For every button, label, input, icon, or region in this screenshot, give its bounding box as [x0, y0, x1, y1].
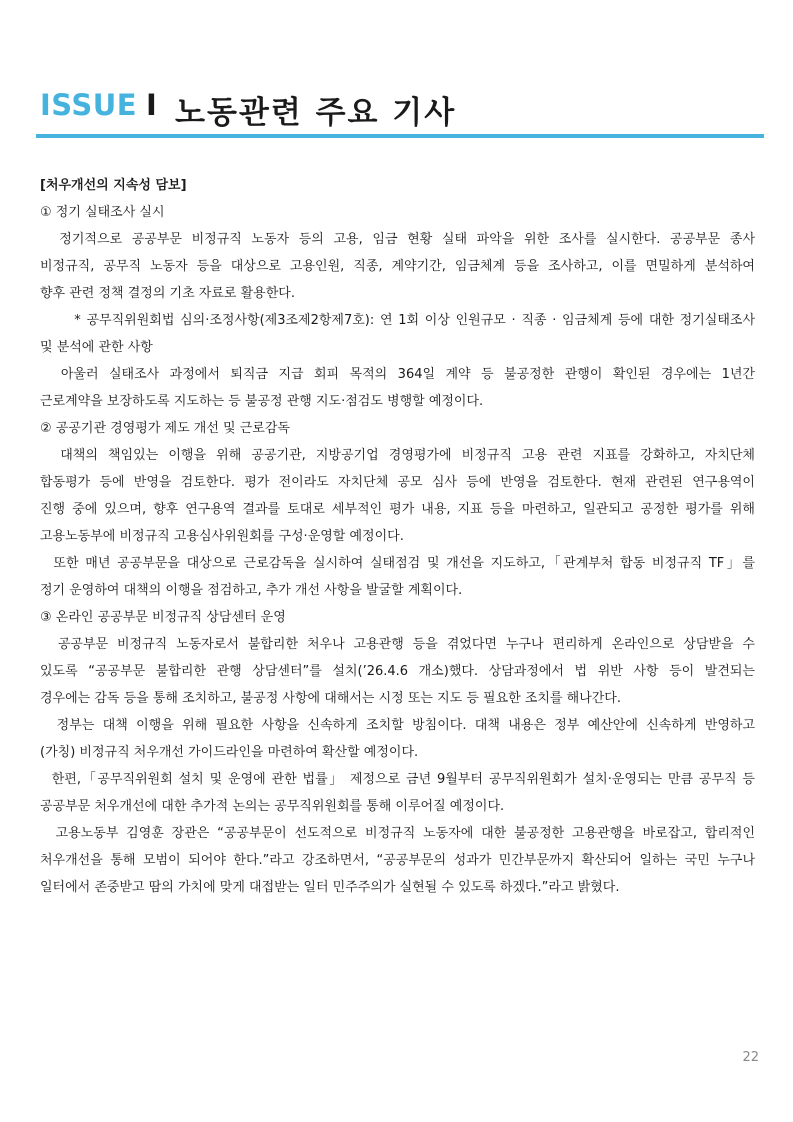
- text-line: 향후 관련 정책 결정의 기초 자료로 활용한다.: [40, 286, 295, 301]
- text-line: 처우개선을 통해 모범이 되어야 한다.”라고 강조하면서, “공공부문의 성과가 민간부문까지 확산되어 일하는 국민 누구나: [40, 853, 755, 868]
- text-line: 공공부문 처우개선에 대한 추가적 논의는 공무직위원회를 통해 이루어질 예정이다.: [40, 799, 505, 814]
- text-line: 비정규직, 공무직 노동자 등을 대상으로 고용인원, 직종, 계약기간, 임금체계 등을 조사하고, 이를 면밀하게 분석하여: [40, 259, 755, 274]
- text-line: (가칭) 비정규직 처우개선 가이드라인을 마련하여 확산할 예정이다.: [40, 745, 419, 760]
- text-line: [처우개선의 지속성 담보]: [40, 178, 187, 193]
- text-line: 진행 중에 있으며, 향후 연구용역 결과를 토대로 세부적인 평가 내용, 지표 등을 마련하고, 일관되고 공정한 평가를 위해: [40, 502, 755, 517]
- text-line: 있도록 “공공부문 불합리한 관행 상담센터”를 설치(’26.4.6 개소)했다. 상담과정에서 법 위반 사항 등이 발견되는: [40, 664, 755, 679]
- text-line: 정기적으로 공공부문 비정규직 노동자 등의 고용, 임금 현황 실태 파악을 위한 조사를 실시한다. 공공부문 종사: [40, 232, 755, 247]
- header-separator: I: [146, 88, 157, 122]
- text-line: 공공부문 비정규직 노동자로서 불합리한 처우나 고용관행 등을 겪었다면 누구나 편리하게 온라인으로 상담받을 수: [40, 637, 755, 652]
- text-line: 정부는 대책 이행을 위해 필요한 사항을 신속하게 조치할 방침이다. 대책 내용은 정부 예산안에 신속하게 반영하고: [40, 718, 755, 733]
- text-line: ② 공공기관 경영평가 제도 개선 및 근로감독: [40, 421, 290, 436]
- text-line: * 공무직위원회법 심의·조정사항(제3조제2항제7호): 연 1회 이상 인원규모 · 직종 · 임금체계 등에 대한 정기실태조사: [40, 313, 755, 328]
- text-line: ① 정기 실태조사 실시: [40, 205, 165, 220]
- text-line: 아울러 실태조사 과정에서 퇴직금 지급 회피 목적의 364일 계약 등 불공정한 관행이 확인된 경우에는 1년간: [40, 367, 755, 382]
- text-line: 고용노동부 김영훈 장관은 “공공부문이 선도적으로 비정규직 노동자에 대한 불공정한 고용관행을 바로잡고, 합리적인: [40, 826, 755, 841]
- text-line: 합동평가 등에 반영을 검토한다. 평가 전이라도 자치단체 공모 심사 등에 반영을 검토한다. 현재 관련된 연구용역이: [40, 475, 755, 490]
- text-line: 근로계약을 보장하도록 지도하는 등 불공정 관행 지도·점검도 병행할 예정이다.: [40, 394, 484, 409]
- text-line: 한편,「공무직위원회 설치 및 운영에 관한 법률」 제정으로 금년 9월부터 공무직위원회가 설치·운영되는 만큼 공무직 등: [40, 772, 755, 787]
- text-line: 고용노동부에 비정규직 고용심사위원회를 구성·운영할 예정이다.: [40, 529, 404, 544]
- text-line: ③ 온라인 공공부문 비정규직 상담센터 운영: [40, 610, 286, 625]
- article-body: [40, 172, 755, 901]
- text-line: 일터에서 존중받고 땀의 가치에 맞게 대접받는 일터 민주주의가 실현될 수 있도록 하겠다.”라고 밝혔다.: [40, 880, 620, 895]
- text-line: 정기 운영하여 대책의 이행을 점검하고, 추가 개선 사항을 발굴할 계획이다.: [40, 583, 463, 598]
- text-line: 및 분석에 관한 사항: [40, 340, 153, 355]
- issue-label: ISSUE: [40, 88, 138, 122]
- text-line: 경우에는 감독 등을 통해 조치하고, 불공정 사항에 대해서는 시정 또는 지도 등 필요한 조치를 해나간다.: [40, 691, 621, 706]
- page-title: 노동관련 주요 기사: [175, 95, 457, 131]
- header-divider: [36, 134, 764, 138]
- section-header: [40, 84, 763, 134]
- text-line: 대책의 책임있는 이행을 위해 공공기관, 지방공기업 경영평가에 비정규직 고용 관련 지표를 강화하고, 자치단체: [40, 448, 755, 463]
- text-line: 또한 매년 공공부문을 대상으로 근로감독을 실시하여 실태점검 및 개선을 지도하고,「관계부처 합동 비정규직 TF」를: [40, 556, 755, 571]
- page-number: 22: [742, 1050, 759, 1065]
